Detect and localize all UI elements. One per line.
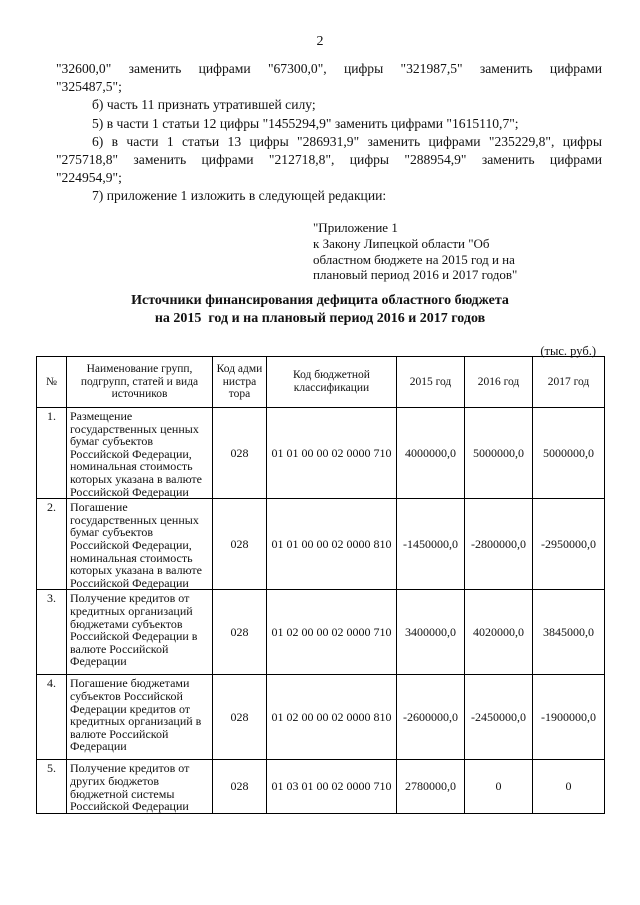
row-2015: 4000000,0 xyxy=(397,408,465,499)
row-name: Получение кредитов от кредитных организаций бюджетами субъектов Российской Федерации в валюте Российской Федерации xyxy=(67,590,213,675)
appendix-note-line: плановый период 2016 и 2017 годов" xyxy=(313,267,518,283)
row-num: 3. xyxy=(37,590,67,675)
appendix-note-line: областном бюджете на 2015 год и на xyxy=(313,251,515,267)
amendment-text xyxy=(56,60,602,206)
row-2016: 0 xyxy=(465,760,533,813)
row-2016: -2800000,0 xyxy=(465,499,533,590)
document-title xyxy=(0,292,640,327)
row-2016: -2450000,0 xyxy=(465,675,533,760)
header-admin-code: Код адми нистра тора xyxy=(213,357,267,408)
table-header-row xyxy=(37,357,605,408)
row-num: 5. xyxy=(37,760,67,813)
table-row xyxy=(37,675,605,760)
row-name: Погашение государственных ценных бумаг субъектов Российской Федерации, номинальная стоимость которых указана в валюте Российской Федерации xyxy=(67,499,213,590)
row-budget-code: 01 01 00 00 02 0000 810 xyxy=(267,499,397,590)
row-name: Размещение государственных ценных бумаг субъектов Российской Федерации, номинальная стоимость которых указана в валюте Российской Федерации xyxy=(67,408,213,499)
row-2016: 4020000,0 xyxy=(465,590,533,675)
header-2015: 2015 год xyxy=(397,357,465,408)
row-admin-code: 028 xyxy=(213,590,267,675)
row-num: 2. xyxy=(37,499,67,590)
row-admin-code: 028 xyxy=(213,760,267,813)
row-2015: 3400000,0 xyxy=(397,590,465,675)
amendment-line: "32600,0" заменить цифрами "67300,0", цифры "321987,5" заменить цифрами xyxy=(56,61,602,76)
title-line: Источники финансирования дефицита областного бюджета xyxy=(131,293,509,308)
amendment-line: "224954,9"; xyxy=(56,170,122,186)
page-number: 2 xyxy=(316,34,324,49)
header-2017: 2017 год xyxy=(533,357,605,408)
amendment-item: 7) приложение 1 изложить в следующей редакции: xyxy=(92,188,387,204)
row-2015: -2600000,0 xyxy=(397,675,465,760)
header-num: № xyxy=(37,357,67,408)
row-2017: 3845000,0 xyxy=(533,590,605,675)
row-name: Получение кредитов от других бюджетов бюджетной системы Российской Федерации xyxy=(67,760,213,813)
appendix-note-line: к Закону Липецкой области "Об xyxy=(313,235,490,251)
table-row xyxy=(37,590,605,675)
amendment-line: "325487,5"; xyxy=(56,79,122,95)
row-2015: 2780000,0 xyxy=(397,760,465,813)
amendment-item: 6) в части 1 статьи 13 цифры "286931,9" заменить цифрами "235229,8", цифры xyxy=(92,133,602,149)
row-num: 4. xyxy=(37,675,67,760)
table-row xyxy=(37,408,605,499)
row-name: Погашение бюджетами субъектов Российской Федерации кредитов от кредитных организаций в валюте Российской Федерации xyxy=(67,675,213,760)
appendix-note-line: "Приложение 1 xyxy=(313,220,398,235)
financing-sources-table xyxy=(36,356,605,814)
row-2017: 0 xyxy=(533,760,605,813)
row-budget-code: 01 02 00 00 02 0000 710 xyxy=(267,590,397,675)
row-num: 1. xyxy=(37,408,67,499)
row-2016: 5000000,0 xyxy=(465,408,533,499)
row-admin-code: 028 xyxy=(213,499,267,590)
row-budget-code: 01 02 00 00 02 0000 810 xyxy=(267,675,397,760)
row-2015: -1450000,0 xyxy=(397,499,465,590)
row-budget-code: 01 03 01 00 02 0000 710 xyxy=(267,760,397,813)
table-row xyxy=(37,499,605,590)
row-2017: -2950000,0 xyxy=(533,499,605,590)
header-budget-code: Код бюджетной классификации xyxy=(267,357,397,408)
units-label: (тыс. руб.) xyxy=(540,344,596,358)
row-2017: -1900000,0 xyxy=(533,675,605,760)
header-name: Наименование групп, подгрупп, статей и вида источников xyxy=(67,357,213,408)
amendment-line: "275718,8" заменить цифрами "212718,8", цифры "288954,9" заменить цифрами xyxy=(56,152,602,168)
table-row xyxy=(37,760,605,813)
appendix-note xyxy=(313,220,553,283)
header-2016: 2016 год xyxy=(465,357,533,408)
row-admin-code: 028 xyxy=(213,408,267,499)
amendment-item: 5) в части 1 статьи 12 цифры "1455294,9" заменить цифрами "1615110,7"; xyxy=(92,115,519,131)
row-budget-code: 01 01 00 00 02 0000 710 xyxy=(267,408,397,499)
amendment-item: б) часть 11 признать утратившей силу; xyxy=(92,97,316,113)
title-line: на 2015 год и на плановый период 2016 и 2017 годов xyxy=(154,310,486,326)
row-2017: 5000000,0 xyxy=(533,408,605,499)
row-admin-code: 028 xyxy=(213,675,267,760)
